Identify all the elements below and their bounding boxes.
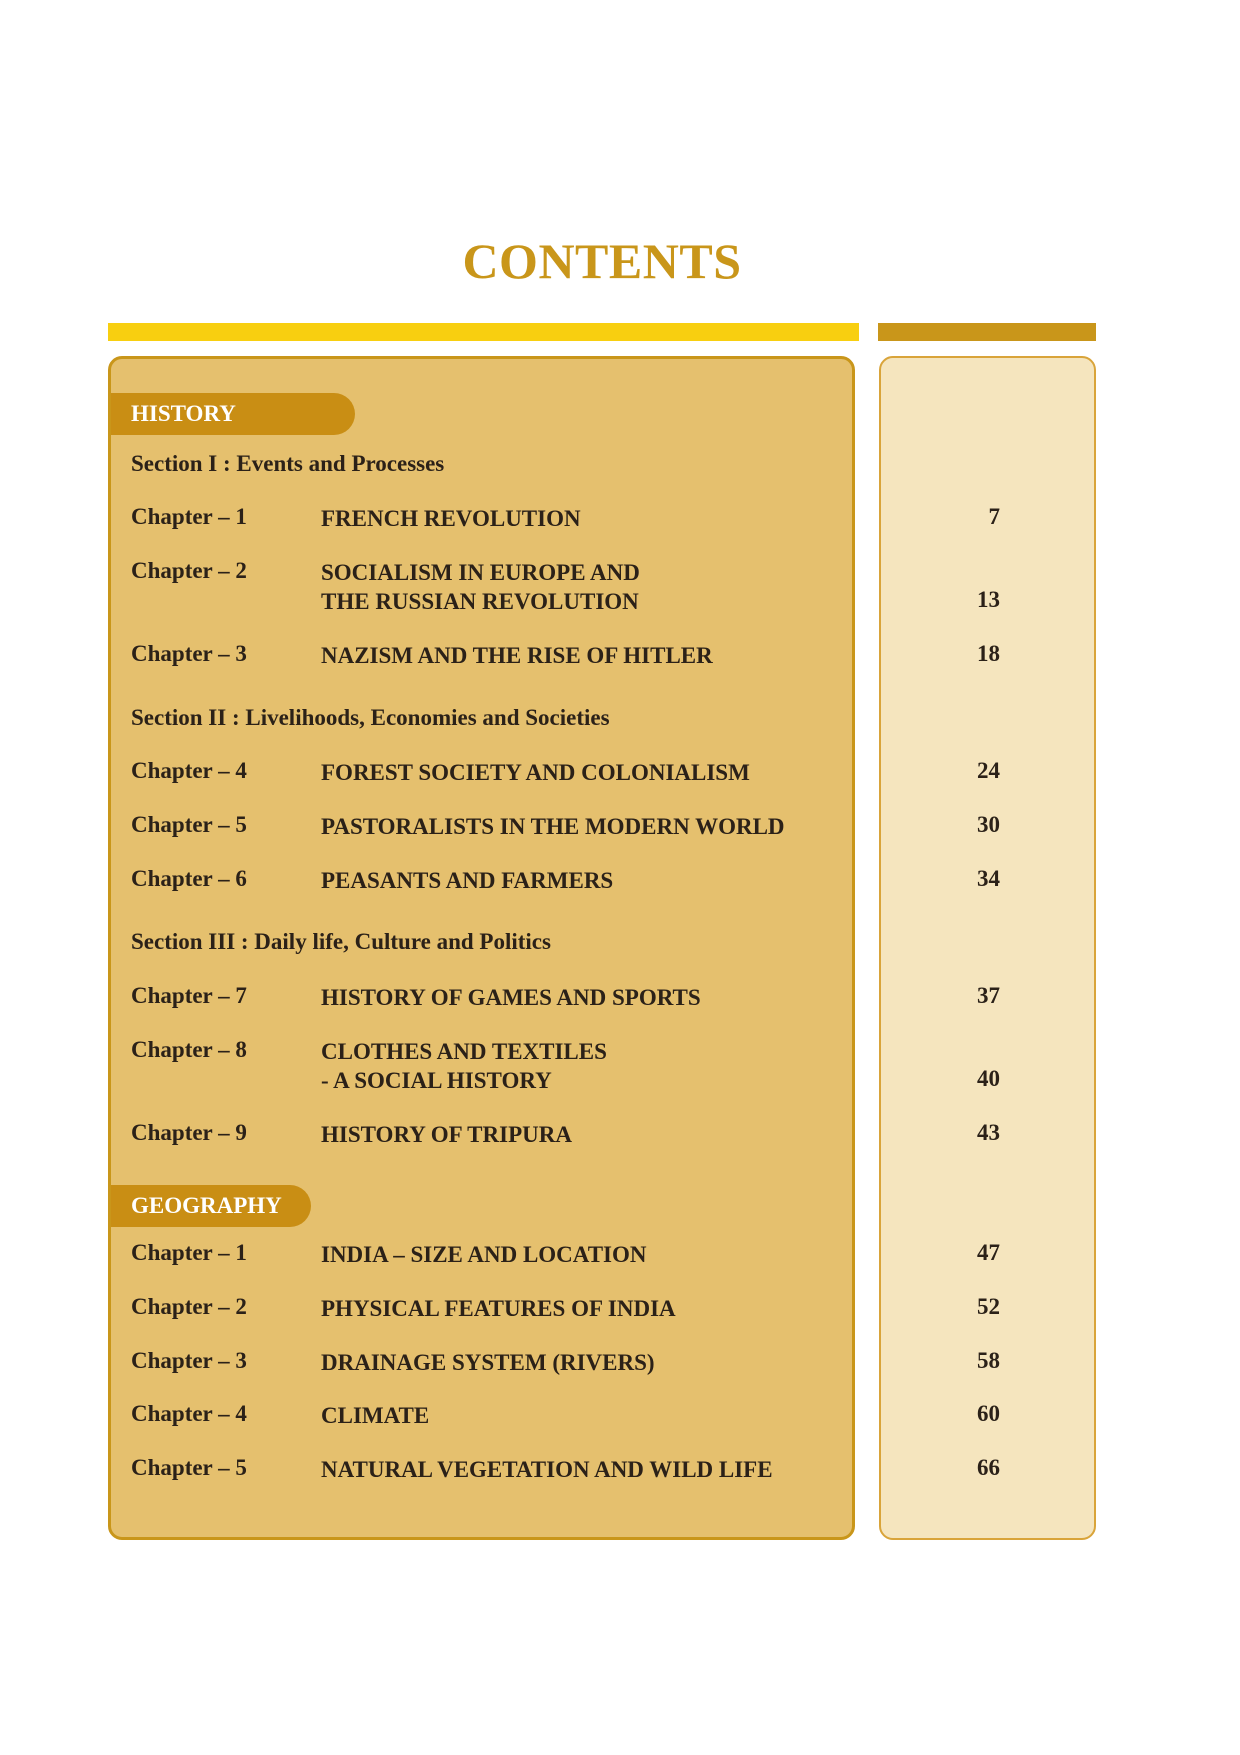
chapter-label: Chapter – 8 [131,1037,247,1062]
page-number: 13 [977,587,1000,612]
chapter-label: Chapter – 5 [131,812,247,837]
page-number: 43 [977,1120,1000,1145]
chapter-label: Chapter – 6 [131,866,247,891]
chapter-title: PASTORALISTS IN THE MODERN WORLD [321,814,785,839]
chapter-title: FOREST SOCIETY AND COLONIALISM [321,760,750,785]
chapter-label: Chapter – 2 [131,1294,247,1319]
page-number: 40 [977,1066,1000,1091]
page-number: 34 [977,866,1000,891]
chapter-title: CLIMATE [321,1403,430,1428]
page-number: 30 [977,812,1000,837]
chapter-label: Chapter – 3 [131,641,247,666]
chapter-title: DRAINAGE SYSTEM (RIVERS) [321,1350,655,1375]
page-title: CONTENTS [462,233,742,289]
chapter-label: Chapter – 1 [131,504,247,529]
page-number: 52 [977,1294,1000,1319]
page-number: 47 [977,1240,1000,1265]
chapter-title: NATURAL VEGETATION AND WILD LIFE [321,1457,773,1482]
chapter-title: HISTORY OF GAMES AND SPORTS [321,985,701,1010]
chapter-label: Chapter – 5 [131,1455,247,1480]
title-rule-gold [878,323,1096,341]
chapter-label: Chapter – 3 [131,1348,247,1373]
chapter-title: SOCIALISM IN EUROPE AND THE RUSSIAN REVOLUTION [321,560,640,614]
page-number: 60 [977,1401,1000,1426]
page-number: 66 [977,1455,1000,1480]
chapter-label: Chapter – 9 [131,1120,247,1145]
chapter-title: FRENCH REVOLUTION [321,506,581,531]
chapter-label: Chapter – 7 [131,983,247,1008]
section-heading: Section I : Events and Processes [131,451,445,476]
page-number: 7 [988,504,1000,529]
chapter-label: Chapter – 2 [131,558,247,583]
page-number: 24 [977,758,1000,783]
chapter-title: CLOTHES AND TEXTILES - A SOCIAL HISTORY [321,1039,607,1093]
chapter-title: PEASANTS AND FARMERS [321,868,614,893]
chapter-title: INDIA – SIZE AND LOCATION [321,1242,647,1267]
history-heading: HISTORY [111,393,355,435]
page-number: 58 [977,1348,1000,1373]
title-rule-yellow [108,323,859,341]
chapter-title: NAZISM AND THE RISE OF HITLER [321,643,713,668]
chapter-label: Chapter – 1 [131,1240,247,1265]
section-heading: Section II : Livelihoods, Economies and Societies [131,705,610,730]
chapter-label: Chapter – 4 [131,758,247,783]
chapter-title: HISTORY OF TRIPURA [321,1122,572,1147]
chapter-title: PHYSICAL FEATURES OF INDIA [321,1296,676,1321]
page-number: 18 [977,641,1000,666]
section-heading: Section III : Daily life, Culture and Politics [131,929,551,954]
chapter-label: Chapter – 4 [131,1401,247,1426]
geography-heading: GEOGRAPHY [111,1185,311,1227]
page-number: 37 [977,983,1000,1008]
